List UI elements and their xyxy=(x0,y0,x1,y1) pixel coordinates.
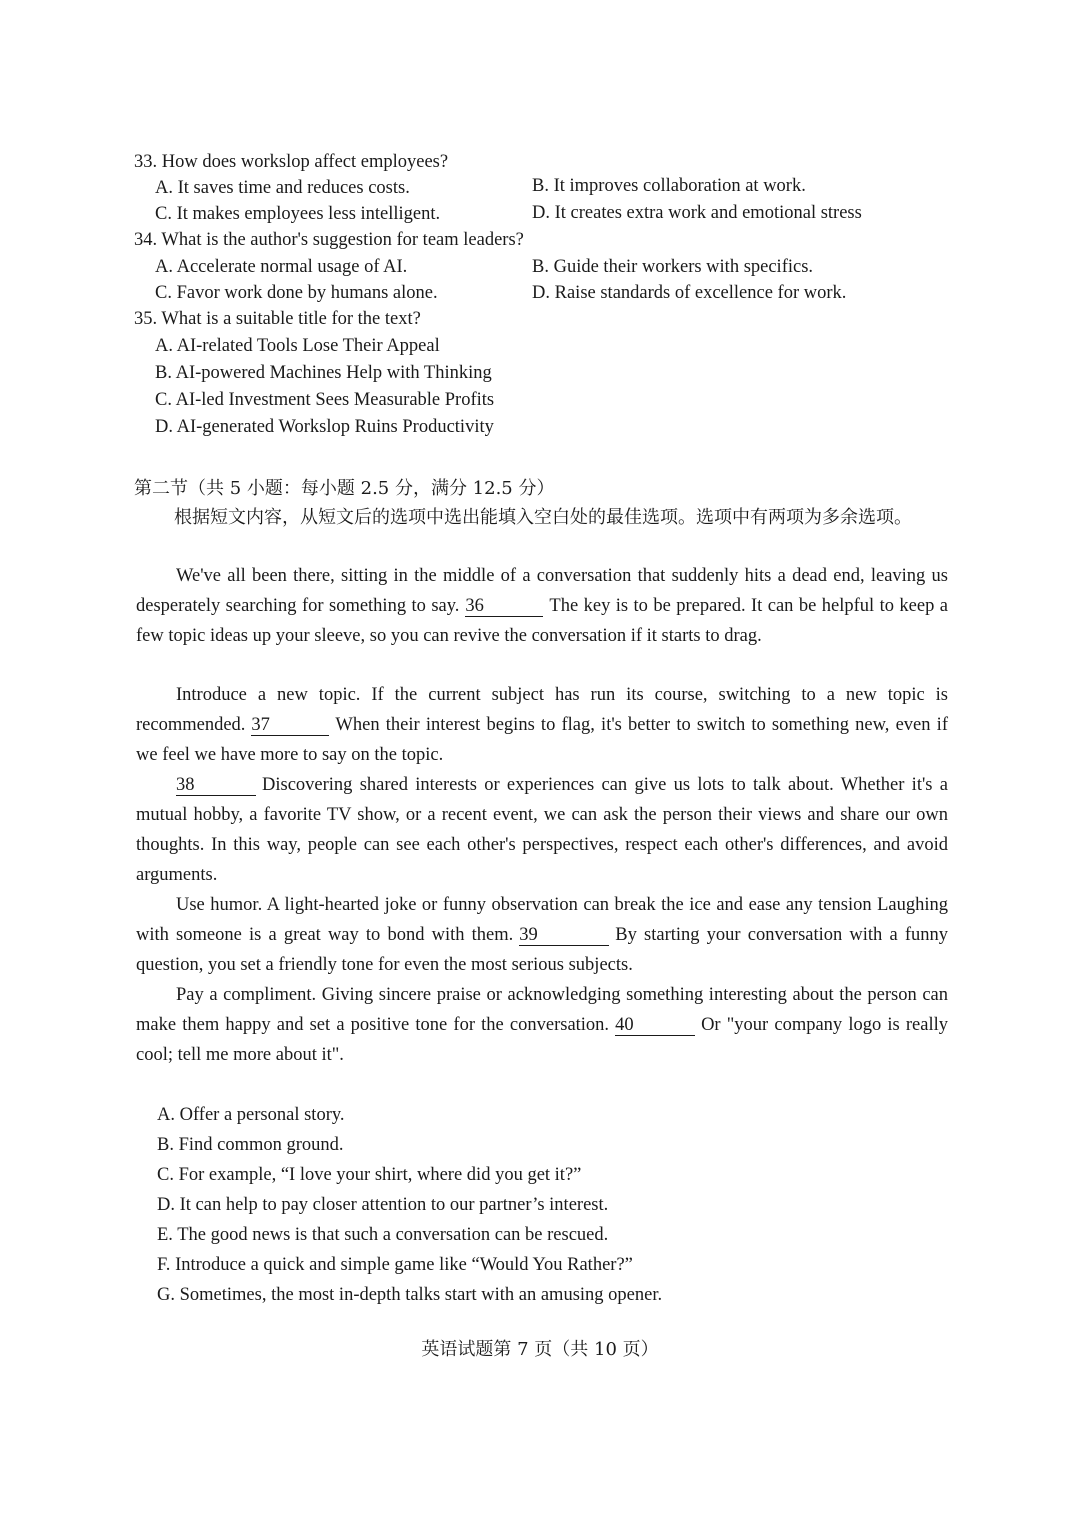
option-text: Guide their workers with specifics. xyxy=(553,257,814,277)
choice-letter: C. xyxy=(157,1165,174,1185)
paragraph-text: When their interest begins to flag, it's better to switch to something new, even if we feel we have more to say on the topic. xyxy=(136,715,948,765)
blank-38: 38 xyxy=(176,775,256,796)
option-34-b xyxy=(532,255,813,279)
paragraph-text: By starting your conversation with a funny question, you set a friendly tone for even the most serious subjects. xyxy=(136,925,948,975)
choice-text: Offer a personal story. xyxy=(179,1105,345,1125)
passage-paragraph-5 xyxy=(136,980,948,1070)
option-text: Accelerate normal usage of AI. xyxy=(176,257,408,277)
option-35-b xyxy=(155,361,492,385)
blank-40: 40 xyxy=(615,1015,695,1036)
option-text: AI-led Investment Sees Measurable Profits xyxy=(175,390,495,410)
option-33-d xyxy=(532,201,862,225)
paragraph-text: Discovering shared interests or experiences can give us lots to talk about. Whether it's a mutual hobby, a favorite TV show, or a recent event, we can ask the person their views and share our own thoughts. In this way, people can see each other's perspectives, respect each other's differences, and avoid arguments. xyxy=(136,775,948,885)
option-text: AI-powered Machines Help with Thinking xyxy=(175,363,492,383)
option-text: Raise standards of excellence for work. xyxy=(554,283,847,303)
option-text: It improves collaboration at work. xyxy=(553,176,806,196)
choice-b xyxy=(157,1133,344,1157)
question-stem: What is a suitable title for the text? xyxy=(161,309,421,329)
choice-g xyxy=(157,1283,662,1307)
passage-paragraph-2 xyxy=(136,680,948,770)
choice-text: The good news is that such a conversation can be rescued. xyxy=(177,1225,609,1245)
choice-d xyxy=(157,1193,608,1217)
option-letter: A. xyxy=(155,257,173,277)
passage-paragraph-4 xyxy=(136,890,948,980)
option-33-b xyxy=(532,174,806,198)
choice-c xyxy=(157,1163,581,1187)
question-34 xyxy=(134,228,524,252)
option-35-a xyxy=(155,334,440,358)
paragraph-text: Or "your company logo is really cool; tell me more about it". xyxy=(136,1015,948,1065)
question-33 xyxy=(134,150,448,174)
choice-text: Introduce a quick and simple game like “Would You Rather?” xyxy=(175,1255,633,1275)
question-number: 35. xyxy=(134,309,158,329)
question-stem: What is the author's suggestion for team leaders? xyxy=(161,230,524,250)
option-33-a xyxy=(155,176,410,200)
option-34-d xyxy=(532,281,846,305)
passage-paragraph-1 xyxy=(136,561,948,651)
option-34-a xyxy=(155,255,407,279)
option-33-c xyxy=(155,202,440,226)
paragraph-text: Use humor. A light-hearted joke or funny observation can break the ice and ease any tension Laughing with someone is a great way to bond with them. xyxy=(136,895,948,945)
choice-letter: G. xyxy=(157,1285,175,1305)
option-letter: B. xyxy=(532,176,549,196)
option-letter: A. xyxy=(155,178,173,198)
choice-text: For example, “I love your shirt, where did you get it?” xyxy=(178,1165,582,1185)
question-number: 34. xyxy=(134,230,158,250)
paragraph-text: The key is to be prepared. It can be helpful to keep a few topic ideas up your sleeve, so you can revive the conversation if it starts to drag. xyxy=(136,596,948,646)
blank-39: 39 xyxy=(519,925,609,946)
paragraph-text: We've all been there, sitting in the middle of a conversation that suddenly hits a dead end, leaving us desperately searching for something to say. xyxy=(136,566,948,616)
choice-text: Sometimes, the most in-depth talks start with an amusing opener. xyxy=(179,1285,663,1305)
question-number: 33. xyxy=(134,152,158,172)
option-letter: C. xyxy=(155,390,172,410)
choice-letter: B. xyxy=(157,1135,174,1155)
question-35 xyxy=(134,307,421,331)
blank-37: 37 xyxy=(251,715,329,736)
option-letter: B. xyxy=(155,363,172,383)
option-letter: D. xyxy=(532,203,550,223)
choice-a xyxy=(157,1103,345,1127)
choice-letter: A. xyxy=(157,1105,175,1125)
section-instruction xyxy=(136,503,948,533)
paragraph-text: Introduce a new topic. If the current subject has run its course, switching to a new topic is recommended. xyxy=(136,685,948,735)
choice-letter: D. xyxy=(157,1195,175,1215)
choice-e xyxy=(157,1223,608,1247)
choice-letter: E. xyxy=(157,1225,173,1245)
option-text: It creates extra work and emotional stress xyxy=(554,203,862,223)
option-text: AI-generated Workslop Ruins Productivity xyxy=(176,417,494,437)
option-letter: D. xyxy=(532,283,550,303)
blank-36: 36 xyxy=(465,596,543,617)
choice-f xyxy=(157,1253,633,1277)
option-35-d xyxy=(155,415,494,439)
option-letter: C. xyxy=(155,283,172,303)
choice-text: It can help to pay closer attention to our partner’s interest. xyxy=(179,1195,609,1215)
option-text: Favor work done by humans alone. xyxy=(176,283,438,303)
option-34-c xyxy=(155,281,438,305)
option-letter: A. xyxy=(155,336,173,356)
option-letter: B. xyxy=(532,257,549,277)
instruction-text: 根据短文内容，从短文后的选项中选出能填入空白处的最佳选项。选项中有两项为多余选项。 xyxy=(174,507,912,528)
paragraph-text: Pay a compliment. Giving sincere praise or acknowledging something interesting about the person can make them happy and set a positive tone for the conversation. xyxy=(136,985,948,1035)
page-footer: 英语试题第 7 页（共 10 页） xyxy=(421,1339,659,1360)
question-stem: How does workslop affect employees? xyxy=(161,152,449,172)
option-text: AI-related Tools Lose Their Appeal xyxy=(176,336,440,356)
passage-paragraph-3 xyxy=(136,770,948,890)
option-35-c xyxy=(155,388,494,412)
choice-text: Find common ground. xyxy=(178,1135,344,1155)
option-text: It saves time and reduces costs. xyxy=(177,178,410,198)
option-letter: C. xyxy=(155,204,172,224)
choice-letter: F. xyxy=(157,1255,171,1275)
option-text: It makes employees less intelligent. xyxy=(176,204,441,224)
section-title: 第二节（共 5 小题：每小题 2.5 分，满分 12.5 分） xyxy=(134,478,555,499)
option-letter: D. xyxy=(155,417,173,437)
